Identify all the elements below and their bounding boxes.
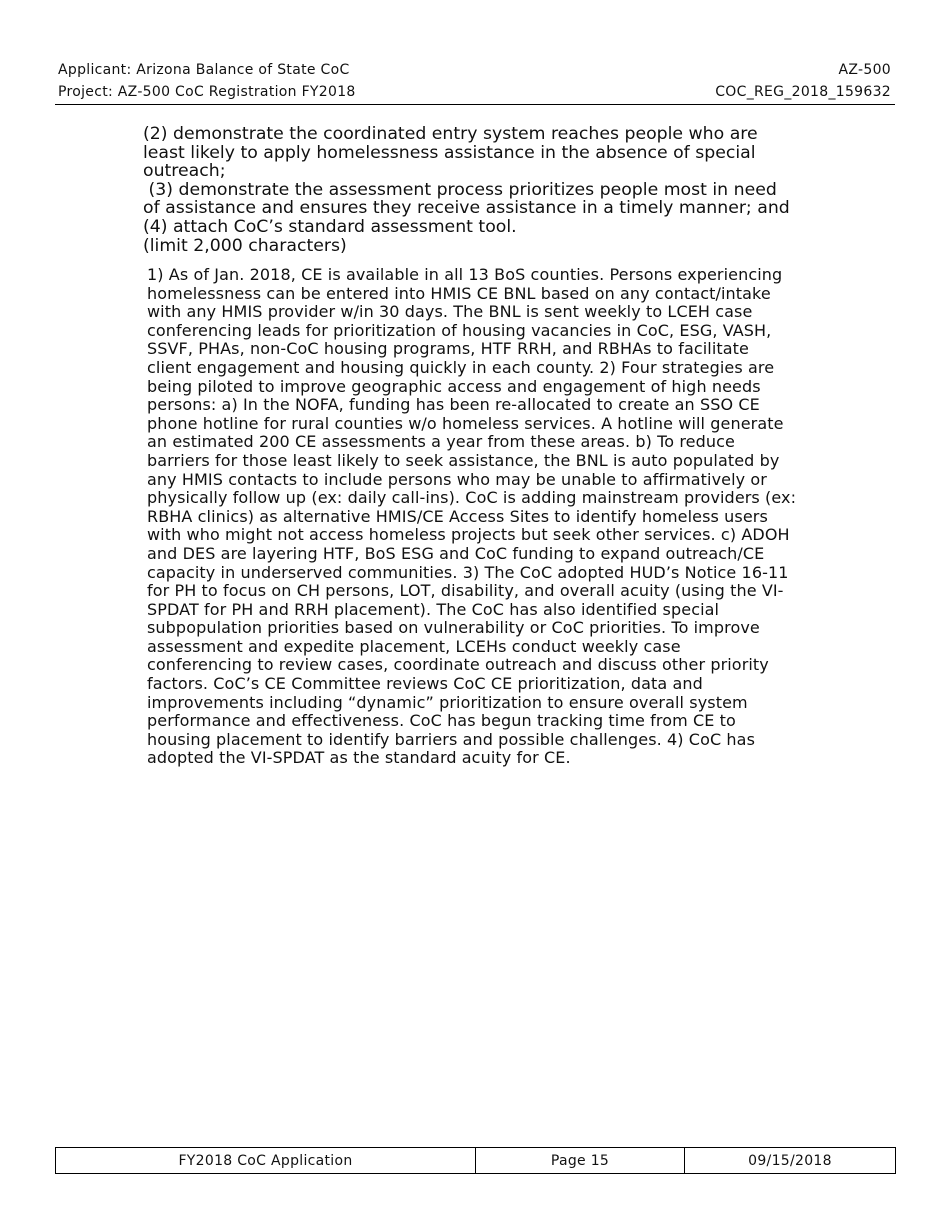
header-row-applicant — [58, 59, 891, 81]
applicant-value: Arizona Balance of State CoC — [136, 62, 350, 78]
applicant-label: Applicant: — [58, 62, 132, 78]
project-line — [58, 81, 356, 103]
coc-number: AZ-500 — [838, 62, 891, 78]
header-divider — [55, 104, 895, 105]
applicant-line — [58, 59, 350, 81]
footer-application-name: FY2018 CoC Application — [56, 1148, 476, 1173]
page-header — [58, 59, 891, 103]
header-row-project — [58, 81, 891, 103]
page-footer — [55, 1147, 896, 1174]
footer-page-number: Page 15 — [476, 1148, 685, 1173]
answer-text: 1) As of Jan. 2018, CE is available in all 13 BoS counties. Persons experiencing homelessness can be entered into HMIS CE BNL based on any contact/intake with any HMIS provider w/in 30 days. The BNL is sent weekly to LCEH case conferencing leads for prioritization of housing vacancies in CoC, ESG, VASH, SSVF, PHAs, non-CoC housing programs, HTF RRH, and RBHAs to facilitate client engagement and housing quickly in each county. 2) Four strategies are being piloted to improve geographic access and engagement of high needs persons: a) In the NOFA, funding has been re-allocated to create an SSO CE phone hotline for rural counties w/o homeless services. A hotline will generate an estimated 200 CE assessments a year from these areas. b) To reduce barriers for those least likely to seek assistance, the BNL is auto populated by any HMIS contacts to include persons who may be unable to affirmatively or physically follow up (ex: daily call-ins). CoC is adding mainstream providers (ex: RBHA clinics) as alternative HMIS/CE Access Sites to identify homeless users with who might not access homeless projects but seek other services. c) ADOH and DES are layering HTF, BoS ESG and CoC funding to expand outreach/CE capacity in underserved communities. 3) The CoC adopted HUD’s Notice 16-11 for PH to focus on CH persons, LOT, disability, and overall acuity (using the VI- SPDAT for PH and RRH placement). The CoC has also identified special subpopulation priorities based on vulnerability or CoC priorities. To improve assessment and expedite placement, LCEHs conduct weekly case conferencing to review cases, coordinate outreach and discuss other priority factors. CoC’s CE Committee reviews CoC CE prioritization, data and improvements including “dynamic” prioritization to ensure overall system performance and effectiveness. CoC has begun tracking time from CE to housing placement to identify barriers and possible challenges. 4) CoC has adopted the VI-SPDAT as the standard acuity for CE. — [147, 265, 797, 768]
registration-id: COC_REG_2018_159632 — [715, 84, 891, 100]
project-value: AZ-500 CoC Registration FY2018 — [117, 84, 356, 100]
project-label: Project: — [58, 84, 114, 100]
question-text: (2) demonstrate the coordinated entry system reaches people who are least likely to apply homelessness assistance in the absence of special outreach; (3) demonstrate the assessment process prioritizes people most in need of assistance and ensures they receive assistance in a timely manner; and (4) attach CoC’s standard assessment tool. (limit 2,000 characters) — [143, 124, 790, 256]
footer-date: 09/15/2018 — [748, 1152, 832, 1169]
